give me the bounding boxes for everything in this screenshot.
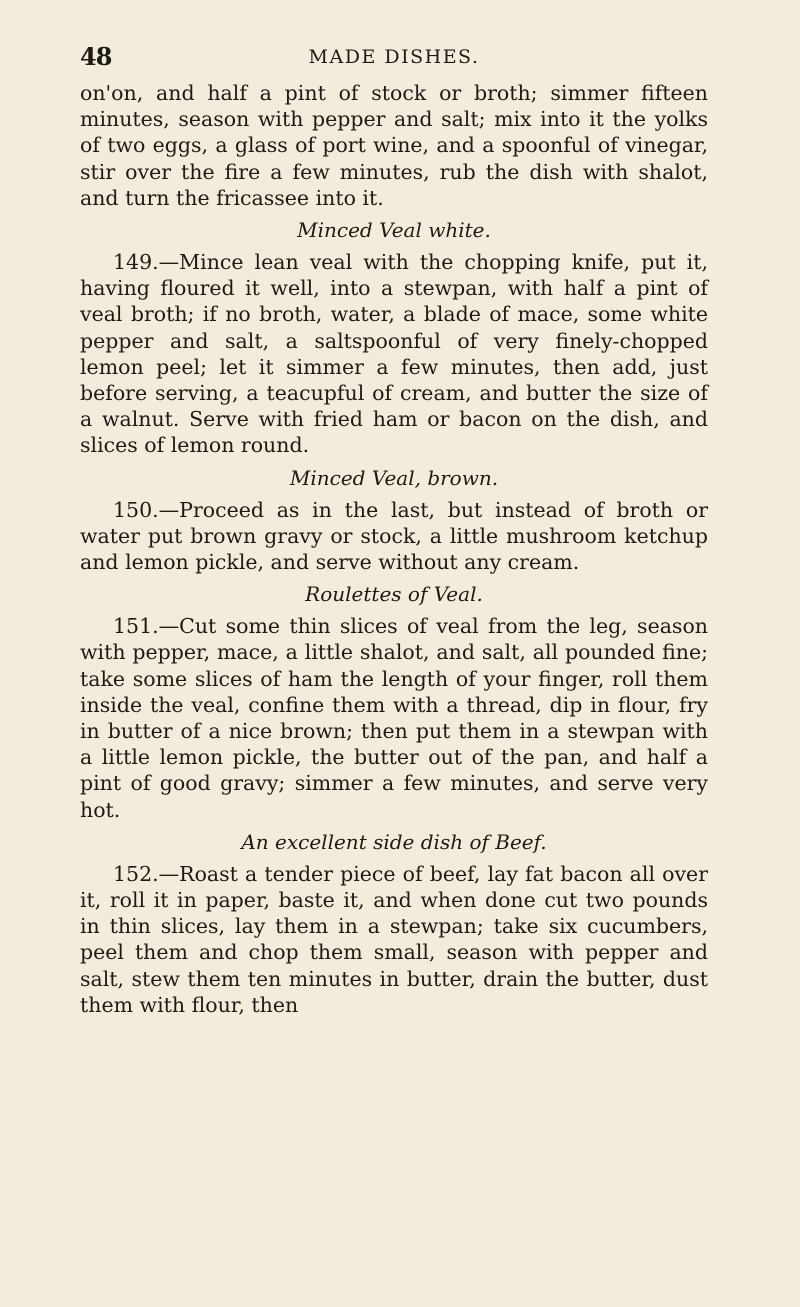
recipe-number: 151. bbox=[113, 614, 159, 639]
recipe-149 bbox=[80, 249, 708, 459]
recipe-heading-side-dish-beef: An excellent side dish of Beef. bbox=[241, 829, 547, 854]
running-title: MADE DISHES. bbox=[308, 46, 480, 68]
recipe-number: 150. bbox=[113, 497, 159, 522]
recipe-text: —Roast a tender piece of beef, lay fat bacon all over it, roll it in paper, baste it, and when done cut two pounds in thin slices, lay them in a stewpan; take six cucumbers, peel them and chop them small, season with pepper and salt, stew them ten minutes in butter, drain the butter, dust them with flour, then bbox=[80, 861, 708, 1017]
recipe-text: —Proceed as in the last, but instead of broth or water put brown gravy or stock, a little mushroom ketchup and lemon pickle, and serve without any cream. bbox=[80, 497, 708, 575]
continued-paragraph: on'on, and half a pint of stock or broth; simmer fifteen minutes, season with pepper and salt; mix into it the yolks of two eggs, a glass of port wine, and a spoonful of vinegar, stir over the fire a few minutes, rub the dish with shalot, and turn the fricassee into it. bbox=[80, 81, 708, 210]
recipe-152 bbox=[80, 861, 708, 1018]
running-head bbox=[80, 0, 708, 80]
recipe-heading-roulettes-of-veal: Roulettes of Veal. bbox=[305, 582, 483, 607]
recipe-heading-minced-veal-brown: Minced Veal, brown. bbox=[289, 465, 499, 490]
recipe-number: 149. bbox=[113, 250, 159, 275]
recipe-150 bbox=[80, 497, 708, 576]
recipe-text: —Cut some thin slices of veal from the leg, season with pepper, mace, a little shalot, and salt, all pounded fine; take some slices of ham the length of your finger, roll them inside the veal, confine them with a thread, dip in flour, fry in butter of a nice brown; then put them in a stewpan with a little lemon pickle, the butter out of the pan, and half a pint of good gravy; simmer a few minutes, and serve very hot. bbox=[80, 614, 708, 822]
recipe-heading-minced-veal-white: Minced Veal white. bbox=[297, 218, 491, 243]
recipe-text: —Mince lean veal with the chopping knife, put it, having floured it well, into a stewpan, with half a pint of veal broth; if no broth, water, a blade of mace, some white pepper and salt, a saltspoonful of very finely-chopped lemon peel; let it simmer a few minutes, then add, just before serving, a teacupful of cream, and butter the size of a walnut. Serve with fried ham or bacon on the dish, and slices of lemon round. bbox=[80, 250, 708, 458]
recipe-151 bbox=[80, 613, 708, 823]
page-number: 48 bbox=[80, 42, 112, 71]
recipe-number: 152. bbox=[113, 861, 159, 886]
